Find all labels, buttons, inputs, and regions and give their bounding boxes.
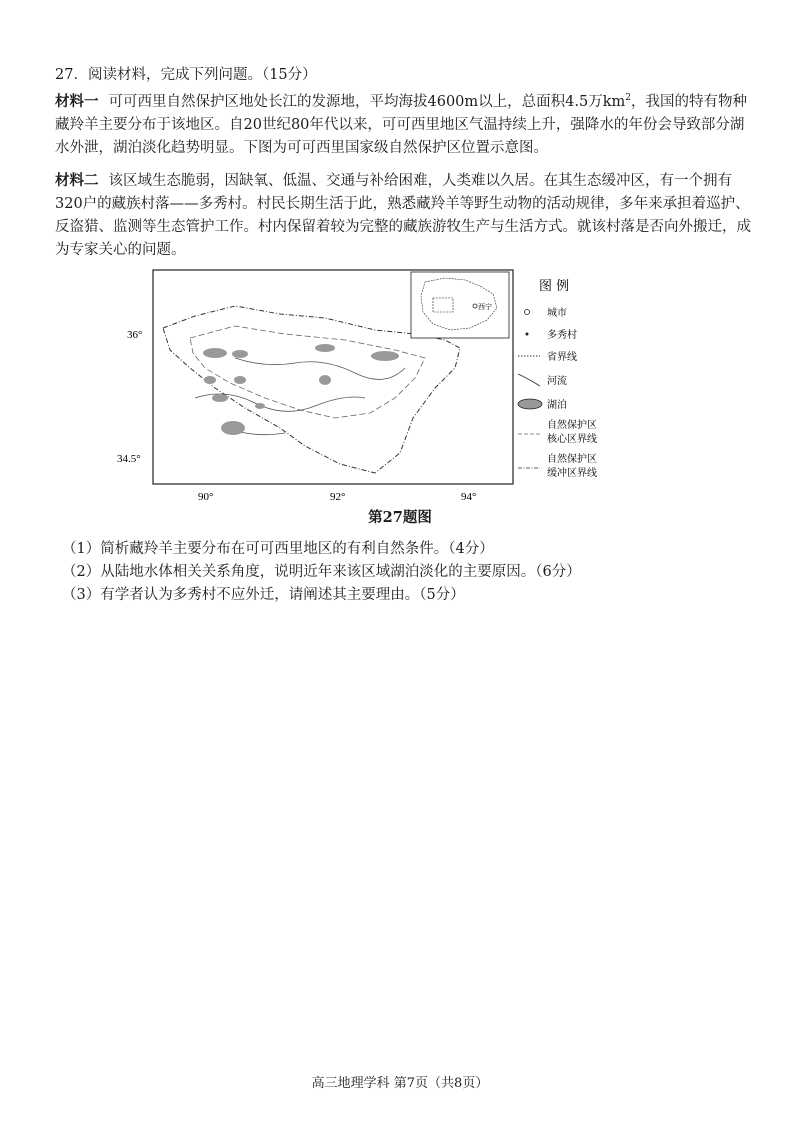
lake — [371, 351, 399, 361]
legend-core-label-2: 核心区界线 — [547, 434, 597, 445]
legend-river-label: 河流 — [547, 376, 567, 387]
legend-buffer-label-1: 自然保护区 — [547, 454, 597, 465]
material-2-label: 材料二 — [55, 172, 99, 189]
material-1-text-b: ，我国的特有物种藏羚羊主要分布于该地区。自20世纪80年代以来，可可西里地区气温持续上升，强降水的年份会导致部分湖水外泄，湖泊淡化趋势明显。下图为可可西里国家级自然保护区位置示意图。 — [55, 93, 747, 156]
legend-lake-label: 湖泊 — [547, 400, 567, 411]
figure-caption: 第27题图 — [368, 509, 432, 526]
material-1-label: 材料一 — [55, 92, 99, 110]
lon-label-94: 94° — [461, 491, 477, 503]
legend-buffer-label-2: 缓冲区界线 — [547, 468, 597, 479]
material-2 — [55, 169, 755, 262]
lon-label-92: 92° — [330, 491, 346, 503]
legend-city-icon — [525, 310, 530, 315]
page-footer: 高三地理学科 第7页（共8页） — [311, 1076, 489, 1091]
lon-label-90: 90° — [198, 491, 214, 503]
lake — [212, 394, 228, 402]
lake — [319, 375, 331, 385]
material-2-text: 该区域生态脆弱，因缺氧、低温、交通与补给困难，人类难以久居。在其生态缓冲区，有一个拥有320户的藏族村落——多秀村。村民长期生活于此，熟悉藏羚羊等野生动物的活动规律，多年来承担着巡护、反盗猎、监测等生态管护工作。村内保留着较为完整的藏族游牧生产与生活方式。就该村落是否向外搬迁，成为专家关心的问题。 — [55, 173, 751, 258]
subquestion-3: （3）有学者认为多秀村不应外迁，请阐述其主要理由。（5分） — [62, 587, 465, 603]
subquestion-1: （1）简析藏羚羊主要分布在可可西里地区的有利自然条件。（4分） — [62, 541, 494, 557]
inset-city-label: 西宁 — [478, 303, 492, 311]
material-1-sup: 2 — [625, 93, 631, 103]
lat-label-34-5: 34.5° — [117, 453, 141, 465]
lake — [234, 376, 246, 384]
subquestion-2: （2）从陆地水体相关关系角度，说明近年来该区域湖泊淡化的主要原因。（6分） — [62, 564, 581, 580]
lat-label-36: 36° — [127, 329, 143, 341]
legend-lake-icon — [518, 399, 542, 409]
legend-village-icon — [526, 333, 529, 336]
lake — [315, 344, 335, 352]
legend-river-icon — [518, 374, 540, 386]
material-1 — [55, 87, 755, 160]
legend-core-label-1: 自然保护区 — [547, 420, 597, 431]
lake — [203, 348, 227, 358]
question-title: 27．阅读材料，完成下列问题。（15分） — [55, 67, 317, 83]
material-1-text-a: 可可西里自然保护区地处长江的发源地，平均海拔4600m以上，总面积4.5万km — [108, 93, 626, 110]
lake — [221, 421, 245, 435]
legend-village-label: 多秀村 — [547, 330, 577, 341]
lake — [204, 376, 216, 384]
map-figure — [115, 268, 635, 508]
lake — [255, 403, 265, 409]
legend-province-label: 省界线 — [547, 352, 577, 363]
lake — [232, 350, 248, 358]
legend-city-label: 城市 — [547, 308, 567, 319]
legend-title: 图 例 — [539, 279, 570, 294]
